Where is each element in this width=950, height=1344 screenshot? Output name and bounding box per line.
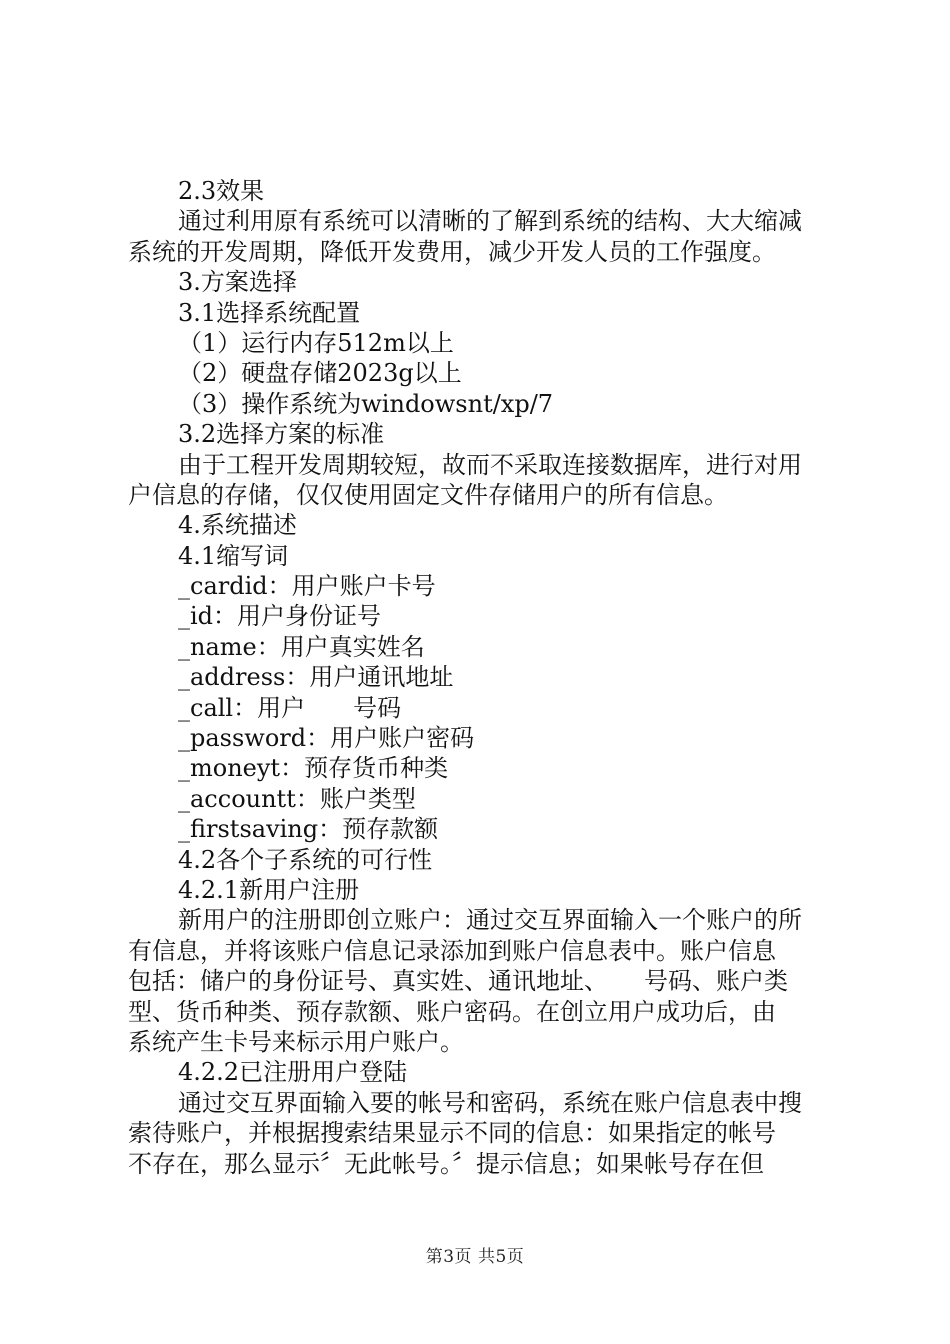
- text-line: （2）硬盘存储2023g以上: [178, 359, 462, 388]
- text-line: 3.1选择系统配置: [178, 298, 361, 327]
- text-line: 3.2选择方案的标准: [178, 420, 385, 449]
- text-line: _moneyt：预存货币种类: [178, 754, 449, 783]
- text-line: 索待账户，并根据搜索结果显示不同的信息：如果指定的帐号: [128, 1119, 776, 1148]
- text-line: 4.2.1新用户注册: [178, 875, 360, 904]
- text-line: 由于工程开发周期较短，故而不采取连接数据库，进行对用: [178, 450, 802, 479]
- text-line: 新用户的注册即创立账户：通过交互界面输入一个账户的所: [178, 906, 802, 935]
- text-line: _name：用户真实姓名: [178, 632, 425, 661]
- text-line: _password：用户账户密码: [178, 724, 475, 753]
- text-line: 户信息的存储，仅仅使用固定文件存储用户的所有信息。: [128, 480, 728, 509]
- text-line: 不存在，那么显示〞无此帐号。〞提示信息；如果帐号存在但: [128, 1149, 764, 1178]
- text-line: _cardid：用户账户卡号: [178, 572, 436, 601]
- text-line: _id：用户身份证号: [178, 602, 382, 631]
- text-line: 通过交互界面输入要的帐号和密码，系统在账户信息表中搜: [178, 1088, 802, 1117]
- text-line: _accountt：账户类型: [178, 784, 416, 813]
- text-line: （1）运行内存512m以上: [178, 328, 454, 357]
- text-line: _call：用户 号码: [178, 693, 402, 722]
- text-line: 4.系统描述: [178, 511, 297, 540]
- text-line: 4.2.2已注册用户登陆: [178, 1058, 408, 1087]
- text-line: 通过利用原有系统可以清晰的了解到系统的结构、大大缩减: [178, 207, 802, 236]
- text-line: 型、货币种类、预存款额、账户密码。在创立用户成功后，由: [128, 997, 776, 1026]
- text-line: 3.方案选择: [178, 268, 297, 297]
- text-line: 系统的开发周期，降低开发费用，减少开发人员的工作强度。: [128, 237, 776, 266]
- text-line: 包括：储户的身份证号、真实姓、通讯地址、 号码、账户类: [128, 967, 788, 996]
- text-line: 4.1缩写词: [178, 541, 289, 570]
- text-line: _firstsaving：预存款额: [178, 815, 439, 844]
- text-line: 有信息，并将该账户信息记录添加到账户信息表中。账户信息: [128, 936, 776, 965]
- page-footer: 第3页 共5页: [425, 1247, 525, 1267]
- text-line: _address：用户通讯地址: [178, 663, 454, 692]
- text-line: 2.3效果: [178, 177, 265, 205]
- text-line: 系统产生卡号来标示用户账户。: [128, 1027, 464, 1056]
- text-line: （3）操作系统为windowsnt/xp/7: [178, 389, 554, 418]
- text-line: 4.2各个子系统的可行性: [178, 845, 433, 874]
- document-body: [128, 176, 836, 1179]
